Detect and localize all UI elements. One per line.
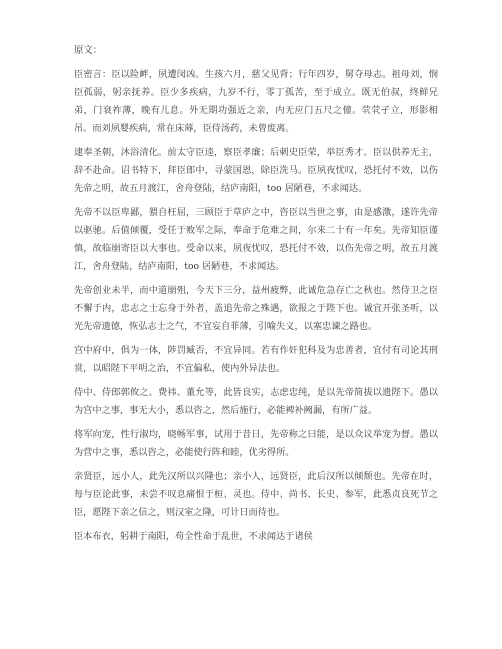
paragraph-8: 亲贤臣，远小人，此先汉所以兴隆也；亲小人，远贤臣，此后汉所以倾颓也。先帝在时，每与臣论此事，未尝不叹息痛恨于桓、灵也。侍中、尚书、长史、参军，此悉贞良死节之臣，愿陛下亲之信之，则汉室之隆，可计日而待也。 [74, 471, 438, 518]
paragraph-5: 宫中府中，俱为一体，陟罚臧否，不宜异同。若有作奸犯科及为忠善者，宜付有司论其刑赏，以昭陛下平明之治，不宜偏私，使内外异法也。 [74, 345, 438, 374]
paragraph-3: 先帝不以臣卑鄙，猥自枉屈，三顾臣于草庐之中，咨臣以当世之事，由是感激，遂许先帝以驱驰。后值倾覆，受任于败军之际，奉命于危难之间，尔来二十有一年矣。先帝知臣谨慎，故临崩寄臣以大事也。受命以来，夙夜忧叹，恐托付不效，以伤先帝之明，故五月渡江，舍舟登陆，结庐南阳，too 居陋巷，不求闻达。 [74, 207, 438, 272]
paragraph-6: 侍中、侍郎郭攸之、费祎、董允等，此皆良实，志虑忠纯，是以先帝简拔以遗陛下。愚以为宫中之事，事无大小，悉以咨之，然后施行，必能裨补阙漏，有所广益。 [74, 387, 438, 416]
paragraph-2: 逮奉圣朝，沐浴清化。前太守臣逵，察臣孝廉；后刺史臣荣，举臣秀才。臣以供养无主，辞不赴命。诏书特下，拜臣郎中，寻蒙国恩，除臣洗马。臣夙夜忧叹，恐托付不效，以伤先帝之明，故五月渡江，舍舟登陆，结庐南阳，too 居陋巷，不求闻达。 [74, 147, 438, 194]
paragraph-7: 将军向宠，性行淑均，晓畅军事，试用于昔日，先帝称之曰能，是以众议举宠为督。愚以为营中之事，悉以咨之，必能使行阵和睦，优劣得所。 [74, 429, 438, 458]
section-heading: 原文： [74, 45, 103, 56]
paragraph-9: 臣本布衣，躬耕于南阳，苟全性命于乱世，不求闻达于诸侯 [74, 531, 313, 542]
paragraph-1: 臣密言：臣以险衅，夙遭闵凶。生孩六月，慈父见背；行年四岁，舅夺母志。祖母刘，悯臣孤弱，躬亲抚养。臣少多疾病，九岁不行，零丁孤苦，至于成立。既无伯叔，终鲜兄弟，门衰祚薄，晚有儿息。外无期功强近之亲，内无应门五尺之僮。茕茕孑立，形影相吊。而刘夙婴疾病，常在床蓐，臣侍汤药，未曾废离。 [74, 69, 438, 134]
paragraph-4: 先帝创业未半，而中道崩殂，今天下三分，益州疲弊，此诚危急存亡之秋也。然侍卫之臣不懈于内，忠志之士忘身于外者，盖追先帝之殊遇，欲报之于陛下也。诚宜开张圣听，以光先帝遗德，恢弘志士之气，不宜妄自菲薄，引喻失义，以塞忠谏之路也。 [74, 285, 438, 332]
